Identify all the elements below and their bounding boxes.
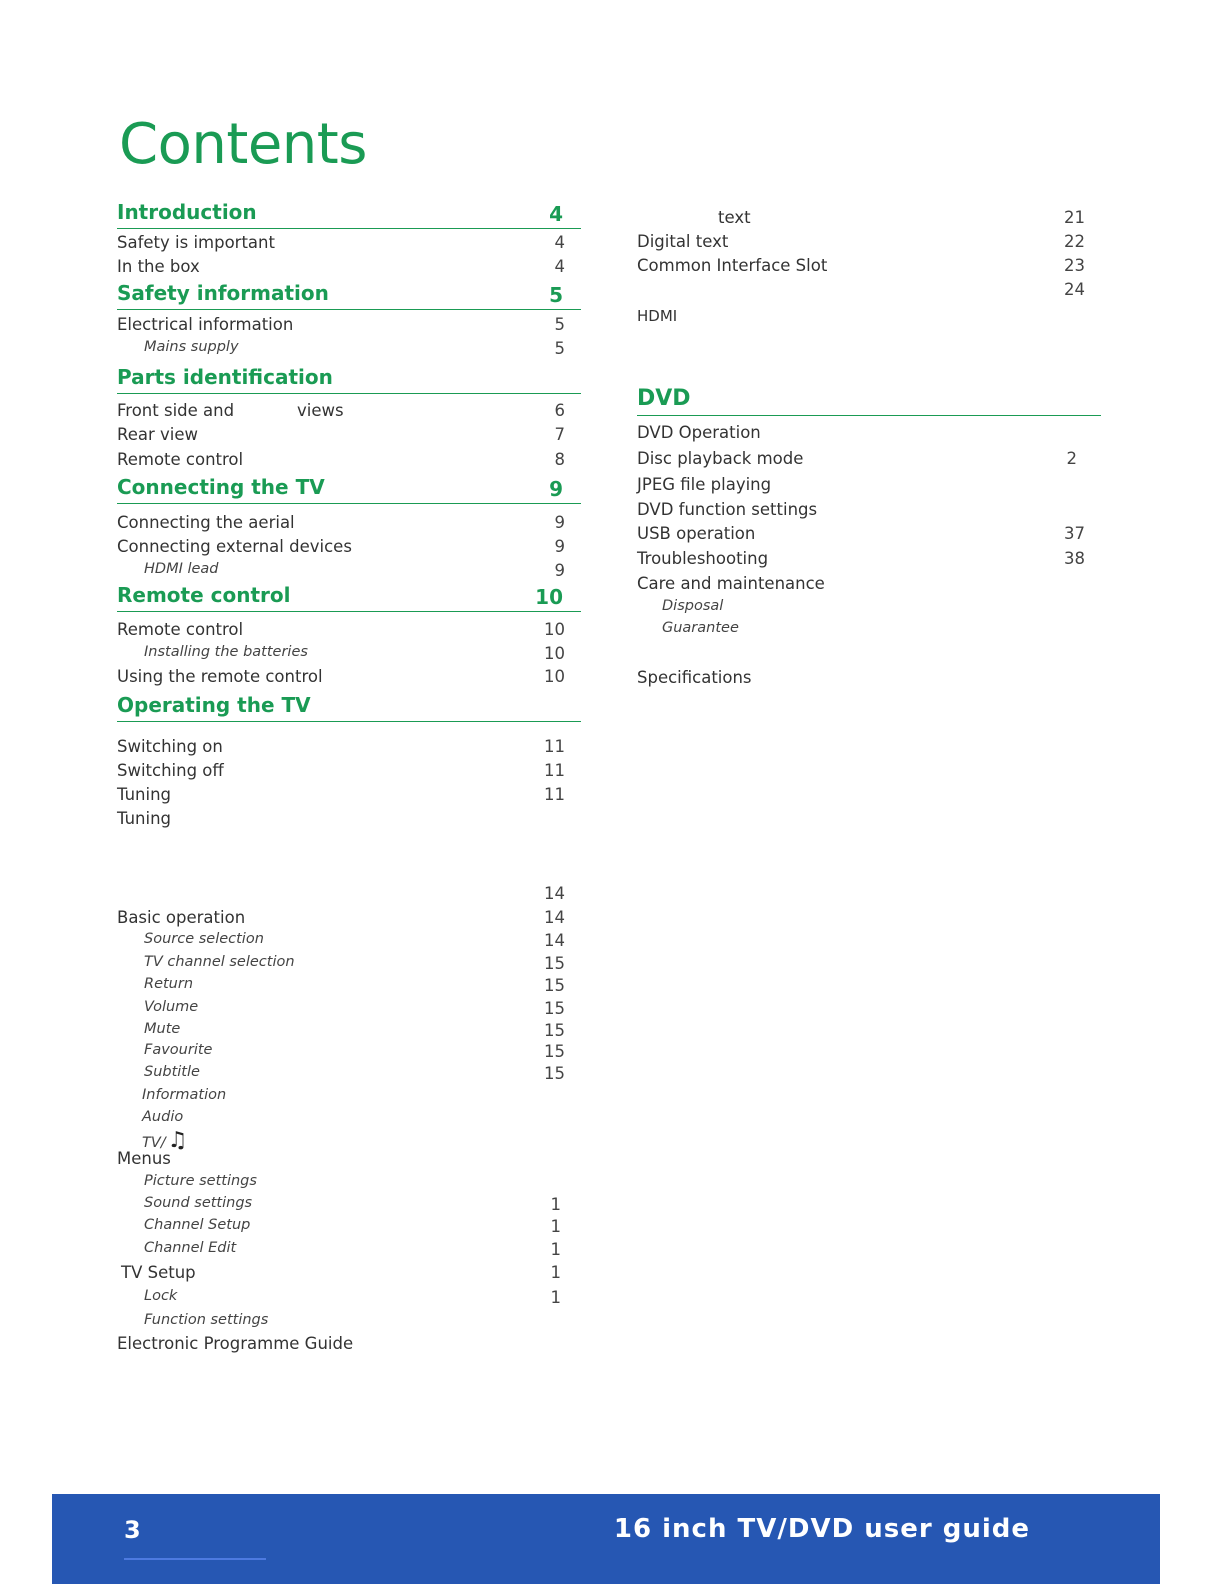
toc-subentry-mute[interactable] bbox=[117, 1021, 581, 1043]
toc-subentry-tv-radio[interactable] bbox=[117, 1128, 581, 1153]
entry-label: Menus bbox=[117, 1149, 171, 1168]
toc-entry-tv-setup[interactable] bbox=[117, 1263, 581, 1285]
entry-label: Mains supply bbox=[144, 339, 239, 355]
entry-label: Return bbox=[144, 976, 194, 992]
toc-entry-specifications[interactable] bbox=[637, 668, 1101, 690]
entry-page: 7 bbox=[554, 425, 565, 444]
page-footer bbox=[52, 1494, 1160, 1584]
section-introduction[interactable] bbox=[117, 198, 581, 229]
entry-page: 9 bbox=[554, 537, 565, 556]
entry-label-text: TV/ bbox=[142, 1135, 166, 1151]
entry-page: 5 bbox=[554, 339, 565, 358]
section-title: Safety information bbox=[117, 281, 329, 305]
entry-page: 15 bbox=[544, 976, 565, 995]
toc-entry-digital-text[interactable] bbox=[637, 232, 1101, 254]
entry-page: 10 bbox=[544, 620, 565, 639]
entry-label: Care and maintenance bbox=[637, 574, 825, 593]
toc-subentry-information[interactable] bbox=[117, 1087, 581, 1109]
entry-page: 10 bbox=[544, 644, 565, 663]
entry-page: 14 bbox=[544, 908, 565, 927]
toc-subentry-disposal[interactable] bbox=[637, 598, 1101, 620]
toc-entry-page-24[interactable] bbox=[637, 280, 1101, 302]
section-page: 4 bbox=[549, 202, 563, 226]
toc-entry-in-the-box[interactable] bbox=[117, 257, 581, 279]
section-safety-information[interactable] bbox=[117, 279, 581, 310]
entry-label: Tuning bbox=[117, 809, 172, 828]
entry-label: HDMI lead bbox=[144, 561, 219, 577]
toc-subentry-picture-settings[interactable] bbox=[117, 1173, 581, 1195]
entry-page: 10 bbox=[544, 667, 565, 686]
section-connecting-the-tv[interactable] bbox=[117, 473, 581, 504]
entry-page: 15 bbox=[544, 999, 565, 1018]
entry-page: 1 bbox=[550, 1217, 561, 1236]
entry-label: Connecting external devices bbox=[117, 537, 352, 556]
entry-page: 4 bbox=[554, 233, 565, 252]
entry-label: Troubleshooting bbox=[637, 549, 769, 568]
entry-label: Electronic Programme Guide bbox=[117, 1334, 354, 1353]
entry-label: TV Setup bbox=[121, 1263, 196, 1282]
toc-subentry-channel-edit[interactable] bbox=[117, 1240, 581, 1262]
section-title: Operating the TV bbox=[117, 693, 311, 717]
toc-entry-connecting-external-devices[interactable] bbox=[117, 537, 581, 559]
entry-page: 22 bbox=[1064, 232, 1085, 251]
toc-entry-switching-on[interactable] bbox=[117, 737, 581, 759]
entry-label: Common Interface Slot bbox=[637, 256, 828, 275]
toc-entry-safety-is-important[interactable] bbox=[117, 233, 581, 255]
entry-page: 1 bbox=[550, 1288, 561, 1307]
entry-label: Installing the batteries bbox=[144, 644, 308, 660]
entry-label: DVD function settings bbox=[637, 500, 818, 519]
entry-page: 38 bbox=[1064, 549, 1085, 568]
toc-subentry-volume[interactable] bbox=[117, 999, 581, 1021]
toc-subentry-hdmi-lead[interactable] bbox=[117, 561, 581, 583]
entry-label: Disc playback mode bbox=[637, 449, 804, 468]
page-title: Contents bbox=[119, 112, 367, 177]
section-title: Introduction bbox=[117, 200, 257, 224]
toc-entry-disc-playback-mode[interactable] bbox=[637, 449, 1101, 471]
entry-label: Channel Edit bbox=[144, 1240, 237, 1256]
entry-page: 5 bbox=[554, 315, 565, 334]
entry-label: Remote control bbox=[117, 620, 244, 639]
entry-label: TV channel selection bbox=[144, 954, 295, 970]
entry-label: Switching off bbox=[117, 761, 224, 780]
entry-page: 11 bbox=[544, 761, 565, 780]
section-dvd[interactable] bbox=[637, 385, 1101, 416]
section-page: 9 bbox=[549, 477, 563, 501]
entry-page: 15 bbox=[544, 1042, 565, 1061]
toc-entry-electronic-programme-guide[interactable] bbox=[117, 1334, 581, 1356]
toc-entry-remote-control[interactable] bbox=[117, 450, 581, 472]
entry-label: Safety is important bbox=[117, 233, 275, 252]
entry-page: 24 bbox=[1064, 280, 1085, 299]
section-operating-the-tv[interactable] bbox=[117, 691, 581, 722]
entry-label: Rear view bbox=[117, 425, 199, 444]
toc-entry-tuning[interactable] bbox=[117, 785, 581, 807]
toc-subentry-tv-channel-selection[interactable] bbox=[117, 954, 581, 976]
music-note-icon: ♫ bbox=[167, 1128, 188, 1153]
entry-label: Picture settings bbox=[144, 1173, 257, 1189]
entry-label: USB operation bbox=[637, 524, 756, 543]
toc-subentry-mains-supply[interactable] bbox=[117, 339, 581, 361]
entry-label: Front side and views bbox=[117, 401, 344, 420]
entry-page: 9 bbox=[554, 561, 565, 580]
entry-page: 15 bbox=[544, 954, 565, 973]
entry-label: Channel Setup bbox=[144, 1217, 251, 1233]
entry-page: 11 bbox=[544, 785, 565, 804]
entry-page: 23 bbox=[1064, 256, 1085, 275]
toc-entry-care-and-maintenance[interactable] bbox=[637, 574, 1101, 596]
toc-entry-common-interface-slot[interactable] bbox=[637, 256, 1101, 278]
toc-subentry-guarantee[interactable] bbox=[637, 620, 1101, 642]
toc-entry-troubleshooting[interactable] bbox=[637, 549, 1101, 571]
entry-page: 1 bbox=[550, 1240, 561, 1259]
entry-label: Guarantee bbox=[662, 620, 739, 636]
toc-subentry-installing-the-batteries[interactable] bbox=[117, 644, 581, 666]
footer-guide-title: 16 inch TV/DVD user guide bbox=[613, 1514, 1030, 1544]
toc-entry-remote-control[interactable] bbox=[117, 620, 581, 642]
toc-subentry-subtitle[interactable] bbox=[117, 1064, 581, 1086]
entry-page: 37 bbox=[1064, 524, 1085, 543]
entry-label: DVD Operation bbox=[637, 423, 761, 442]
entry-page: 1 bbox=[550, 1263, 561, 1282]
entry-page: 1 bbox=[550, 1195, 561, 1214]
toc-entry-jpeg-file-playing[interactable] bbox=[637, 475, 1101, 497]
entry-label: Function settings bbox=[144, 1312, 269, 1328]
entry-label: Volume bbox=[144, 999, 199, 1015]
entry-label: Mute bbox=[144, 1021, 181, 1037]
entry-label: JPEG file playing bbox=[637, 475, 772, 494]
entry-label: HDMI bbox=[637, 307, 678, 325]
entry-label: Tuning bbox=[117, 785, 172, 804]
entry-page: 14 bbox=[544, 884, 565, 903]
entry-page: 21 bbox=[1064, 208, 1085, 227]
entry-label: Source selection bbox=[144, 931, 264, 947]
entry-page: 15 bbox=[544, 1064, 565, 1083]
entry-label: Subtitle bbox=[144, 1064, 200, 1080]
section-title: DVD bbox=[637, 386, 691, 411]
toc-entry-menus[interactable] bbox=[117, 1149, 581, 1171]
toc-subentry-lock[interactable] bbox=[117, 1288, 581, 1310]
section-title: Connecting the TV bbox=[117, 475, 325, 499]
entry-page: 11 bbox=[544, 737, 565, 756]
entry-page: 14 bbox=[544, 931, 565, 950]
entry-page: 8 bbox=[554, 450, 565, 469]
toc-entry-dvd-operation[interactable] bbox=[637, 423, 1101, 445]
entry-page: 2 bbox=[1066, 449, 1077, 468]
entry-label: Connecting the aerial bbox=[117, 513, 295, 532]
toc-entry-switching-off[interactable] bbox=[117, 761, 581, 783]
section-page: 10 bbox=[535, 585, 563, 609]
entry-label: Information bbox=[142, 1087, 227, 1103]
entry-label: Basic operation bbox=[117, 908, 246, 927]
entry-label: Switching on bbox=[117, 737, 223, 756]
toc-entry-text[interactable] bbox=[637, 208, 1101, 230]
entry-page: 9 bbox=[554, 513, 565, 532]
entry-label: In the box bbox=[117, 257, 200, 276]
toc-entry-usb-operation[interactable] bbox=[637, 524, 1101, 546]
entry-label: Electrical information bbox=[117, 315, 294, 334]
entry-label: Disposal bbox=[662, 598, 724, 614]
toc-entry-front-side-views[interactable] bbox=[117, 401, 581, 423]
entry-label: Lock bbox=[144, 1288, 178, 1304]
toc-entry-hdmi[interactable] bbox=[637, 307, 1101, 329]
toc-subentry-function-settings[interactable] bbox=[117, 1312, 581, 1334]
entry-label: Remote control bbox=[117, 450, 244, 469]
footer-page-number: 3 bbox=[124, 1516, 141, 1544]
entry-label: Sound settings bbox=[144, 1195, 253, 1211]
toc-entry-connecting-the-aerial[interactable] bbox=[117, 513, 581, 535]
entry-page: 4 bbox=[554, 257, 565, 276]
entry-label: Using the remote control bbox=[117, 667, 323, 686]
toc-entry-rear-view[interactable] bbox=[117, 425, 581, 447]
entry-label: Digital text bbox=[637, 232, 729, 251]
toc-entry-dvd-function-settings[interactable] bbox=[637, 500, 1101, 522]
entry-label: Audio bbox=[142, 1109, 184, 1125]
toc-entry-tuning-2[interactable] bbox=[117, 809, 581, 831]
toc-subentry-source-selection[interactable] bbox=[117, 931, 581, 953]
toc-entry-using-the-remote-control[interactable] bbox=[117, 667, 581, 689]
section-title: Remote control bbox=[117, 583, 291, 607]
toc-subentry-favourite[interactable] bbox=[117, 1042, 581, 1064]
entry-page: 15 bbox=[544, 1021, 565, 1040]
section-page: 5 bbox=[549, 283, 563, 307]
entry-page: 6 bbox=[554, 401, 565, 420]
section-parts-identification[interactable] bbox=[117, 363, 581, 394]
toc-entry-page-14[interactable] bbox=[117, 884, 581, 906]
section-remote-control[interactable] bbox=[117, 581, 581, 612]
toc-subentry-channel-setup[interactable] bbox=[117, 1217, 581, 1239]
entry-label: Specifications bbox=[637, 668, 752, 687]
footer-link-underline bbox=[124, 1558, 266, 1560]
toc-subentry-sound-settings[interactable] bbox=[117, 1195, 581, 1217]
entry-label: text bbox=[718, 208, 751, 227]
toc-subentry-return[interactable] bbox=[117, 976, 581, 998]
toc-entry-basic-operation[interactable] bbox=[117, 908, 581, 930]
section-title: Parts identification bbox=[117, 365, 333, 389]
toc-entry-electrical-information[interactable] bbox=[117, 315, 581, 337]
entry-label: Favourite bbox=[144, 1042, 213, 1058]
